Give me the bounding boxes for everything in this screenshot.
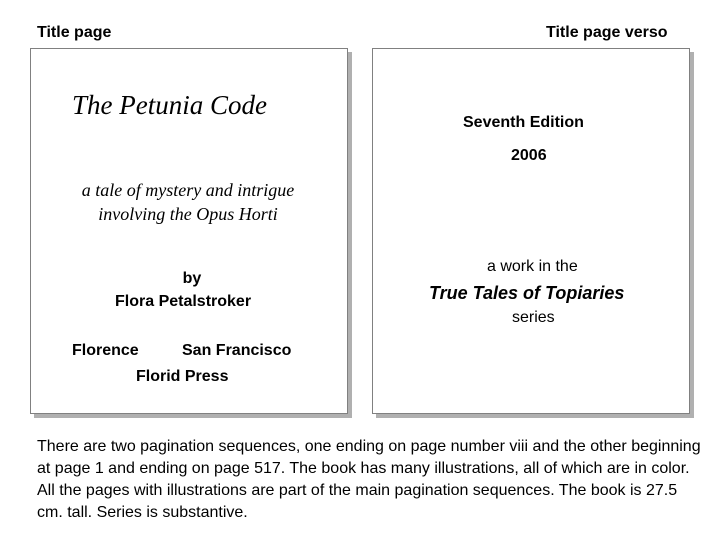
title-page-verso-panel	[372, 48, 690, 414]
publication-place-1: Florence	[72, 342, 139, 359]
series-title: True Tales of Topiaries	[429, 283, 625, 303]
title-page-verso-caption: Title page verso	[546, 24, 668, 41]
series-intro: a work in the	[487, 258, 578, 275]
author-name: Flora Petalstroker	[115, 293, 252, 310]
publisher-name: Florid Press	[136, 368, 229, 385]
cataloging-note: There are two pagination sequences, one ending on page number viii and the other beginning at page 1 and ending on page 517. The book has many illustrations, all of which are in color. All the pages with illustrations are part of the main pagination sequences. The book is 27.5 cm. tall. Series is substantive.	[37, 438, 701, 521]
subtitle-line-2: involving the Opus Horti	[98, 204, 278, 224]
subtitle-line-1: a tale of mystery and intrigue	[81, 180, 295, 200]
by-label: by	[182, 270, 202, 287]
publication-place-2: San Francisco	[182, 342, 292, 359]
publication-year: 2006	[511, 147, 547, 164]
book-title: The Petunia Code	[72, 90, 267, 120]
edition-statement: Seventh Edition	[463, 114, 584, 131]
title-page-caption: Title page	[37, 24, 112, 41]
book-subtitle	[68, 178, 308, 226]
series-word: series	[512, 309, 555, 326]
